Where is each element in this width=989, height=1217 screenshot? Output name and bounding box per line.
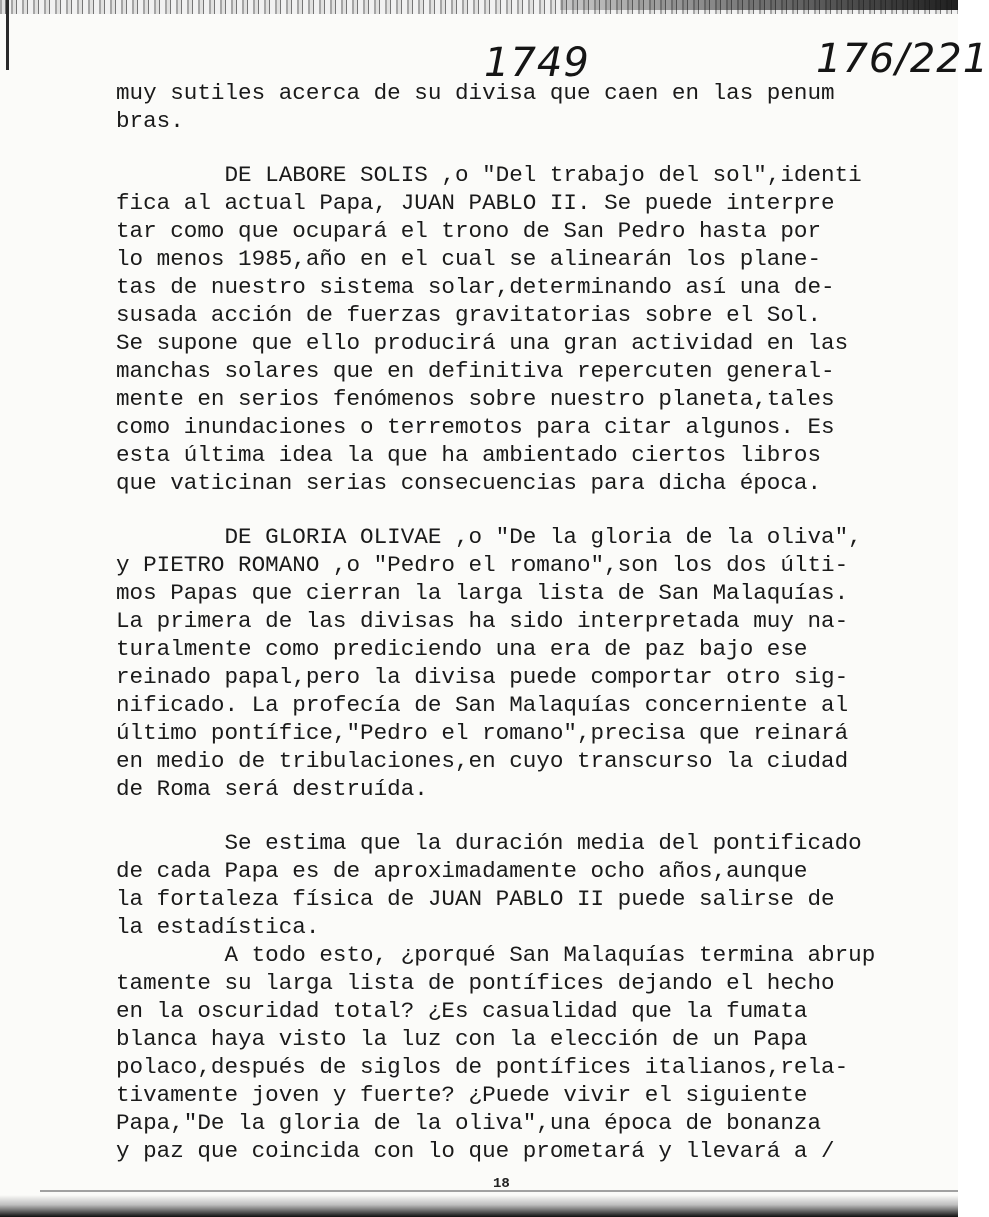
page-footer-number: 18 — [493, 1176, 510, 1192]
text-line: y PIETRO ROMANO ,o "Pedro el romano",son los dos últi- — [116, 552, 849, 578]
text-line: Se supone que ello producirá una gran actividad en las — [116, 330, 849, 356]
text-line: en la oscuridad total? ¿Es casualidad que la fumata — [116, 998, 808, 1024]
scan-top-shadow — [560, 0, 958, 10]
text-line: blanca haya visto la luz con la elección de un Papa — [116, 1026, 808, 1052]
text-line: reinado papal,pero la divisa puede comportar otro sig- — [116, 664, 849, 690]
text-line: de Roma será destruída. — [116, 776, 428, 802]
text-line: turalmente como prediciendo una era de paz bajo ese — [116, 636, 808, 662]
text-line: DE GLORIA OLIVAE ,o "De la gloria de la oliva", — [116, 524, 862, 550]
text-line: esta última idea la que ha ambientado ciertos libros — [116, 442, 822, 468]
text-line: nificado. La profecía de San Malaquías concerniente al — [116, 692, 849, 718]
text-line: muy sutiles acerca de su divisa que caen en las penum — [116, 80, 835, 106]
text-line: tar como que ocupará el trono de San Pedro hasta por — [116, 218, 822, 244]
text-line: en medio de tribulaciones,en cuyo transcurso la ciudad — [116, 748, 849, 774]
text-line: Se estima que la duración media del pontificado — [116, 830, 862, 856]
text-line: de cada Papa es de aproximadamente ocho años,aunque — [116, 858, 808, 884]
text-line: mente en serios fenómenos sobre nuestro planeta,tales — [116, 386, 835, 412]
text-line: manchas solares que en definitiva repercuten general- — [116, 358, 835, 384]
scan-bottom-edge — [0, 1195, 958, 1217]
text-line: fica al actual Papa, JUAN PABLO II. Se puede interpre — [116, 190, 835, 216]
text-line: y paz que coincida con lo que prometará y llevará a / — [116, 1138, 835, 1164]
text-line: polaco,después de siglos de pontífices italianos,rela- — [116, 1054, 849, 1080]
text-line: A todo esto, ¿porqué San Malaquías termina abrup — [116, 942, 876, 968]
text-line: DE LABORE SOLIS ,o "Del trabajo del sol",identi — [116, 162, 862, 188]
text-line: tivamente joven y fuerte? ¿Puede vivir el siguiente — [116, 1082, 808, 1108]
text-line: tamente su larga lista de pontífices dejando el hecho — [116, 970, 835, 996]
handwritten-page-number: 1749 — [484, 40, 590, 86]
text-line: mos Papas que cierran la larga lista de San Malaquías. — [116, 580, 849, 606]
text-line: la estadística. — [116, 914, 320, 940]
text-line: la fortaleza física de JUAN PABLO II puede salirse de — [116, 886, 835, 912]
typewritten-body — [116, 79, 936, 1165]
text-line: La primera de las divisas ha sido interpretada muy na- — [116, 608, 849, 634]
handwritten-folio-number: 176/221 — [816, 36, 989, 82]
text-line: lo menos 1985,año en el cual se alinearán los plane- — [116, 246, 822, 272]
text-line: como inundaciones o terremotos para citar algunos. Es — [116, 414, 835, 440]
scan-left-edge — [6, 0, 9, 70]
text-line: tas de nuestro sistema solar,determinando así una de- — [116, 274, 835, 300]
text-line: bras. — [116, 108, 184, 134]
text-line: susada acción de fuerzas gravitatorias sobre el Sol. — [116, 302, 822, 328]
text-line: que vaticinan serias consecuencias para dicha época. — [116, 470, 822, 496]
text-line: Papa,"De la gloria de la oliva",una época de bonanza — [116, 1110, 822, 1136]
text-line: último pontífice,"Pedro el romano",precisa que reinará — [116, 720, 849, 746]
